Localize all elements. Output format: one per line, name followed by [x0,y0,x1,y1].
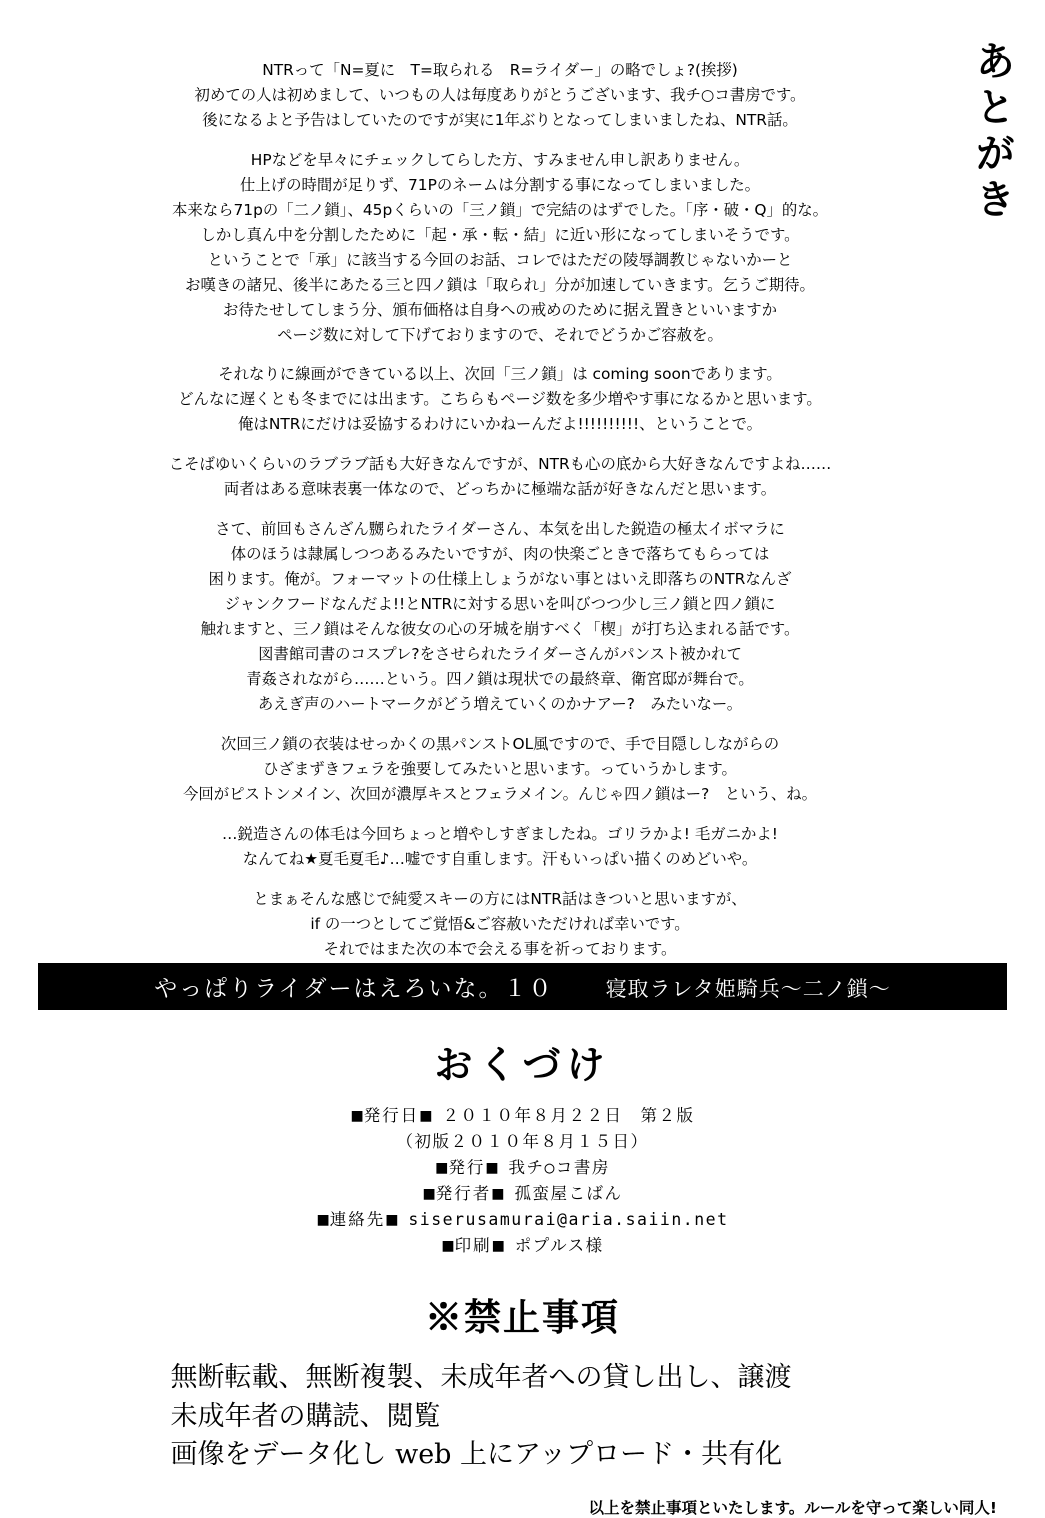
afterword-line: あえぎ声のハートマークがどう増えていくのかナアー? みたいなー。 [257,694,743,713]
prohibited-item: 無断転載、無断複製、未成年者への貸し出し、譲渡 [170,1362,792,1394]
afterword-paragraph [115,452,885,502]
bullet-icon: ■ [491,1186,505,1203]
bullet-icon: ■ [435,1160,449,1177]
afterword-line: こそばゆいくらいのラブラブ話も大好きなんですが、NTRも心の底から大好きなんですよね…… [168,455,832,474]
afterword-title: あとがき [969,40,1015,224]
afterword-paragraph [115,58,885,133]
afterword-line: ジャンクフードなんだよ!!とNTRに対する思いを叫びつつ少し三ノ鎖と四ノ鎖に [224,595,776,614]
afterword-line: どんなに遅くとも冬までには出ます。こちらもページ数を多少増やす事になるかと思います。 [178,390,822,409]
title-banner-subtitle: 寝取ラレタ姫騎兵〜二ノ鎖〜 [605,977,891,1001]
colophon-label: 発行 [448,1158,486,1178]
afterword-line: 本来なら71pの「二ノ鎖」、45pくらいの「三ノ鎖」で完結のはずでした。「序・破・Q」的な。 [171,200,829,219]
colophon-row [0,1207,1045,1233]
colophon-contact-value: siserusamurai@aria.saiin.net [408,1210,729,1230]
prohibited-item: 画像をデータ化し web 上にアップロード・共有化 [170,1439,783,1471]
afterword-paragraph [115,148,885,348]
colophon-value: （初版２０１０年８月１５日） [396,1132,649,1152]
bullet-icon: ■ [441,1238,455,1255]
prohibited-items-list [123,1359,923,1474]
bullet-icon: ■ [491,1238,505,1255]
colophon-row [0,1181,1045,1207]
colophon-row [0,1103,1045,1129]
afterword-line: さて、前回もさんざん嬲られたライダーさん、本気を出した鋭造の極太イボマラに [215,520,785,539]
afterword-line: 困ります。俺が。フォーマットの仕様上しょうがない事とはいえ即落ちのNTRなんざ [208,570,792,589]
afterword-line: お待たせしてしまう分、頒布価格は自身への戒めのために据え置きといいますか [222,300,778,319]
colophon-section [0,1020,1045,1518]
afterword-line: それなりに線画ができている以上、次回「三ノ鎖」は coming soonであります。 [218,365,782,384]
colophon-label: 連絡先 [329,1210,386,1230]
afterword-body [115,58,885,977]
afterword-line: 仕上げの時間が足りず、71Pのネームは分割する事になってしまいました。 [239,175,761,194]
afterword-line: ということで「承」に該当する今回のお話、コレではただの陵辱調教じゃないかーと [207,250,793,269]
afterword-line: ページ数に対して下げておりますので、それでどうかご容赦を。 [277,325,723,344]
colophon-row [0,1155,1045,1181]
colophon-row [0,1129,1045,1155]
afterword-line: お嘆きの諸兄、後半にあたる三と四ノ鎖は「取られ」分が加速していきます。乞うご期待。 [185,275,815,294]
bullet-icon: ■ [316,1212,330,1229]
afterword-line: しかし真ん中を分割したために「起・承・転・結」に近い形になってしまいそうです。 [200,225,800,244]
afterword-line: HPなどを早々にチェックしてらした方、すみません申し訳ありません。 [250,150,750,169]
afterword-line: NTRって「N=夏に T=取られる R=ライダー」の略でしょ?(挨拶) [262,61,738,79]
afterword-line: なんてね★夏毛夏毛♪…嘘です自重します。汗もいっぱい描くのめどいや。 [242,849,758,868]
afterword-line: 触れますと、三ノ鎖はそんな彼女の心の牙城を崩すべく「楔」が打ち込まれる話です。 [200,620,800,639]
afterword-line: それではまた次の本で会える事を祈っております。 [323,939,677,958]
bullet-icon: ■ [485,1160,499,1177]
prohibited-item: 未成年者の購読、閲覧 [170,1400,441,1432]
afterword-paragraph [115,362,885,437]
afterword-line: if の一つとしてご覚悟&ご容赦いただければ幸いです。 [310,914,690,933]
colophon-row [0,1233,1045,1259]
bullet-icon: ■ [385,1212,399,1229]
afterword-line: 図書館司書のコスプレ?をさせられたライダーさんがパンスト被かれて [258,645,742,664]
afterword-paragraph [115,822,885,872]
colophon-heading: おくづけ [434,1043,611,1087]
colophon-value: 我チ○コ書房 [508,1158,610,1178]
afterword-line: 次回三ノ鎖の衣装はせっかくの黒パンストOL風ですので、手で目隠ししながらの [220,734,780,753]
afterword-line: ひざまずきフェラを強要してみたいと思います。っていうかします。 [263,759,737,778]
afterword-line: 両者はある意味表裏一体なので、どっちかに極端な話が好きなんだと思います。 [223,480,777,499]
afterword-line: 後になるよと予告はしていたのですが実に1年ぶりとなってしまいましたね、NTR話。 [202,110,798,129]
colophon-label: 発行日 [363,1106,420,1125]
colophon-entries [0,1103,1045,1259]
footer-note: 以上を禁止事項といたします。ルールを守って楽しい同人! [588,1499,997,1518]
colophon-value: 孤蛮屋こばん [514,1184,623,1204]
afterword-line: 俺はNTRにだけは妥協するわけにいかねーんだよ!!!!!!!!!!、ということで。 [238,415,762,434]
afterword-line: 体のほうは隷属しつつあるみたいですが、肉の快楽ごときで落ちてもらっては [230,545,770,564]
afterword-paragraph [115,887,885,962]
bullet-icon: ■ [422,1186,436,1203]
colophon-label: 印刷 [454,1236,492,1256]
afterword-line: とまぁそんな感じで純愛スキーの方にはNTR話はきついと思いますが、 [253,889,747,908]
title-banner [38,963,1007,1010]
afterword-line: 青姦されながら……という。四ノ鎖は現状での最終章、衛宮邸が舞台で。 [246,669,754,688]
prohibited-items-heading: ※禁止事項 [425,1295,620,1340]
afterword-line: …鋭造さんの体毛は今回ちょっと増やしすぎましたね。ゴリラかよ! 毛ガニかよ! [222,824,778,843]
afterword-line: 初めての人は初めまして、いつもの人は毎度ありがとうございます、我チ○コ書房です。 [194,85,806,104]
afterword-line: 今回がピストンメイン、次回が濃厚キスとフェラメイン。んじゃ四ノ鎖はー? という、ね。 [182,784,818,803]
bullet-icon: ■ [419,1108,433,1124]
colophon-value: ２０１０年８月２２日 第２版 [442,1106,695,1125]
colophon-value: ポプルス様 [514,1236,604,1256]
title-banner-main: やっぱりライダーはえろいな。１０ [154,976,554,1002]
colophon-label: 発行者 [435,1184,492,1204]
afterword-paragraph [115,517,885,717]
bullet-icon: ■ [350,1108,364,1124]
afterword-paragraph [115,732,885,807]
